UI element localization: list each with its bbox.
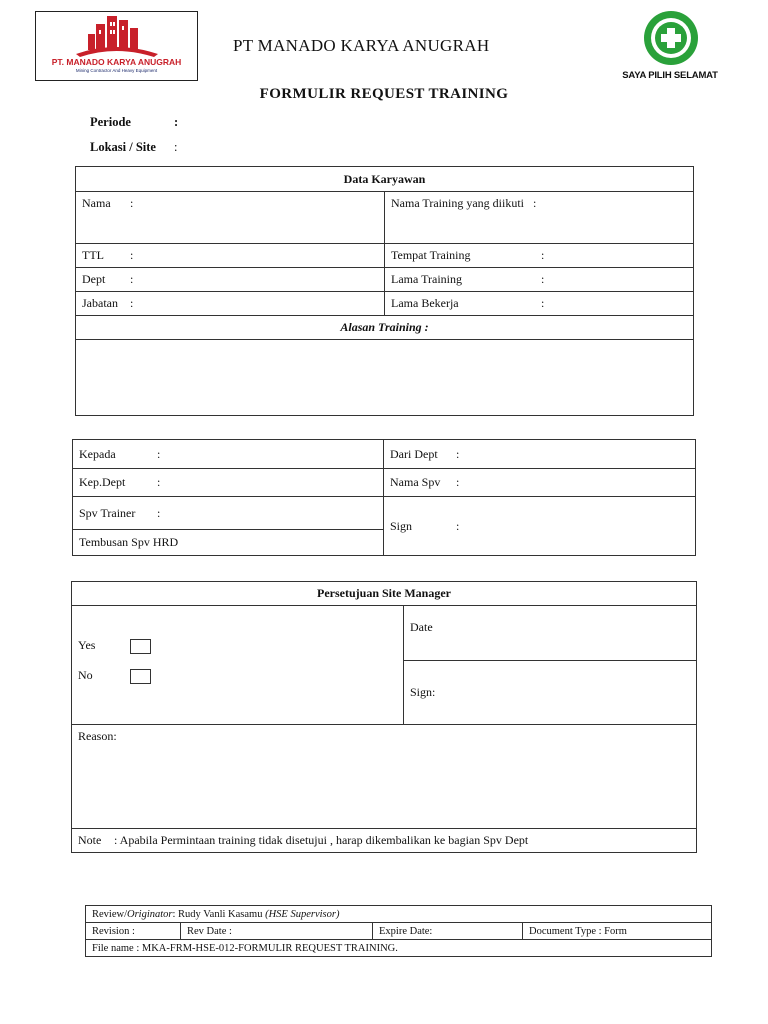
approval-sign-label: Sign: bbox=[410, 685, 436, 699]
company-logo bbox=[35, 11, 198, 81]
yes-label: Yes bbox=[78, 638, 96, 652]
dari-dept-label: Dari Dept bbox=[390, 446, 438, 461]
alasan-training-title: Alasan Training : bbox=[76, 316, 694, 340]
decision-cell bbox=[72, 606, 404, 725]
originator-label: Originator bbox=[127, 908, 173, 920]
ttl-colon: : bbox=[130, 248, 134, 262]
dept-label: Dept bbox=[82, 272, 106, 286]
review-name: : Rudy Vanli Kasamu bbox=[172, 908, 266, 920]
no-option[interactable] bbox=[78, 668, 397, 692]
lokasi-colon: : bbox=[174, 140, 178, 154]
approval-table bbox=[71, 581, 697, 853]
safety-cross-icon bbox=[626, 10, 722, 70]
nama-spv-field[interactable] bbox=[384, 469, 696, 497]
lama-bekerja-colon: : bbox=[541, 296, 545, 310]
jabatan-label: Jabatan bbox=[82, 296, 118, 310]
approval-title: Persetujuan Site Manager bbox=[72, 582, 697, 606]
review-role: (HSE Supervisor) bbox=[265, 908, 340, 920]
nama-training-colon: : bbox=[533, 196, 537, 210]
reason-label: Reason: bbox=[78, 729, 117, 743]
data-karyawan-title: Data Karyawan bbox=[76, 167, 694, 192]
lama-training-field[interactable] bbox=[385, 268, 694, 292]
spv-trainer-label: Spv Trainer bbox=[79, 505, 136, 520]
approval-sign-field[interactable] bbox=[404, 661, 697, 725]
kepada-field[interactable] bbox=[73, 440, 384, 469]
note-row bbox=[72, 829, 697, 853]
nama-field[interactable] bbox=[76, 192, 385, 244]
safety-text: SAYA PILIH SELAMAT bbox=[622, 70, 718, 81]
nama-training-label: Nama Training yang diikuti bbox=[391, 196, 524, 210]
date-label: Date bbox=[410, 620, 433, 634]
safety-logo bbox=[622, 10, 722, 86]
no-label: No bbox=[78, 668, 93, 682]
spv-trainer-colon: : bbox=[157, 505, 161, 520]
ttl-label: TTL bbox=[82, 248, 104, 262]
form-title: FORMULIR REQUEST TRAINING bbox=[259, 86, 509, 102]
jabatan-field[interactable] bbox=[76, 292, 385, 316]
doc-type-cell: Document Type : Form bbox=[523, 923, 712, 940]
data-karyawan-table bbox=[75, 166, 694, 416]
logo-tagline: Mining Contractor And Heavy Equipment bbox=[75, 68, 158, 73]
no-checkbox[interactable] bbox=[130, 669, 151, 684]
tembusan-field[interactable] bbox=[73, 530, 384, 556]
expire-date-cell: Expire Date: bbox=[373, 923, 523, 940]
document-control-table bbox=[85, 905, 712, 957]
kepada-colon: : bbox=[157, 446, 161, 461]
tembusan-label: Tembusan Spv HRD bbox=[79, 535, 179, 549]
file-name-row: File name : MKA-FRM-HSE-012-FORMULIR REQUEST TRAINING. bbox=[86, 940, 712, 957]
periode-colon: : bbox=[174, 115, 179, 129]
note-label: Note bbox=[78, 833, 102, 847]
kep-dept-field[interactable] bbox=[73, 469, 384, 497]
lokasi-label: Lokasi / Site bbox=[90, 140, 156, 154]
note-text: : Apabila Permintaan training tidak disetujui , harap dikembalikan ke bagian Spv Dept bbox=[114, 833, 529, 847]
tempat-training-colon: : bbox=[541, 248, 545, 262]
routing-table bbox=[72, 439, 696, 556]
spv-trainer-field[interactable] bbox=[73, 497, 384, 530]
yes-option[interactable] bbox=[78, 638, 397, 668]
date-field[interactable] bbox=[404, 606, 697, 661]
lama-training-colon: : bbox=[541, 272, 545, 286]
dari-dept-field[interactable] bbox=[384, 440, 696, 469]
sign-label: Sign bbox=[390, 518, 413, 533]
tempat-training-field[interactable] bbox=[385, 244, 694, 268]
tempat-training-label: Tempat Training bbox=[391, 248, 471, 262]
review-prefix: Review/ bbox=[92, 908, 127, 920]
nama-spv-colon: : bbox=[456, 475, 460, 489]
dept-field[interactable] bbox=[76, 268, 385, 292]
nama-label: Nama bbox=[82, 196, 111, 210]
reason-field[interactable] bbox=[72, 725, 697, 829]
lama-bekerja-field[interactable] bbox=[385, 292, 694, 316]
nama-colon: : bbox=[130, 196, 134, 210]
rev-date-cell: Rev Date : bbox=[181, 923, 373, 940]
nama-training-field[interactable] bbox=[385, 192, 694, 244]
sign-colon: : bbox=[456, 518, 460, 533]
lama-bekerja-label: Lama Bekerja bbox=[391, 296, 459, 310]
jabatan-colon: : bbox=[130, 296, 134, 310]
revision-cell: Revision : bbox=[86, 923, 181, 940]
company-name: PT MANADO KARYA ANUGRAH bbox=[233, 36, 490, 55]
dari-dept-colon: : bbox=[456, 446, 460, 461]
dept-colon: : bbox=[130, 272, 134, 286]
nama-spv-label: Nama Spv bbox=[390, 475, 441, 489]
yes-checkbox[interactable] bbox=[130, 639, 151, 654]
logo-company-text: PT. MANADO KARYA ANUGRAH bbox=[51, 57, 182, 67]
sign-field[interactable] bbox=[384, 497, 696, 556]
kep-dept-label: Kep.Dept bbox=[79, 475, 126, 489]
kepada-label: Kepada bbox=[79, 446, 116, 461]
alasan-training-field[interactable] bbox=[76, 340, 694, 416]
periode-label: Periode bbox=[90, 115, 131, 129]
review-row bbox=[86, 906, 712, 923]
kep-dept-colon: : bbox=[157, 475, 161, 489]
lama-training-label: Lama Training bbox=[391, 272, 462, 286]
ttl-field[interactable] bbox=[76, 244, 385, 268]
